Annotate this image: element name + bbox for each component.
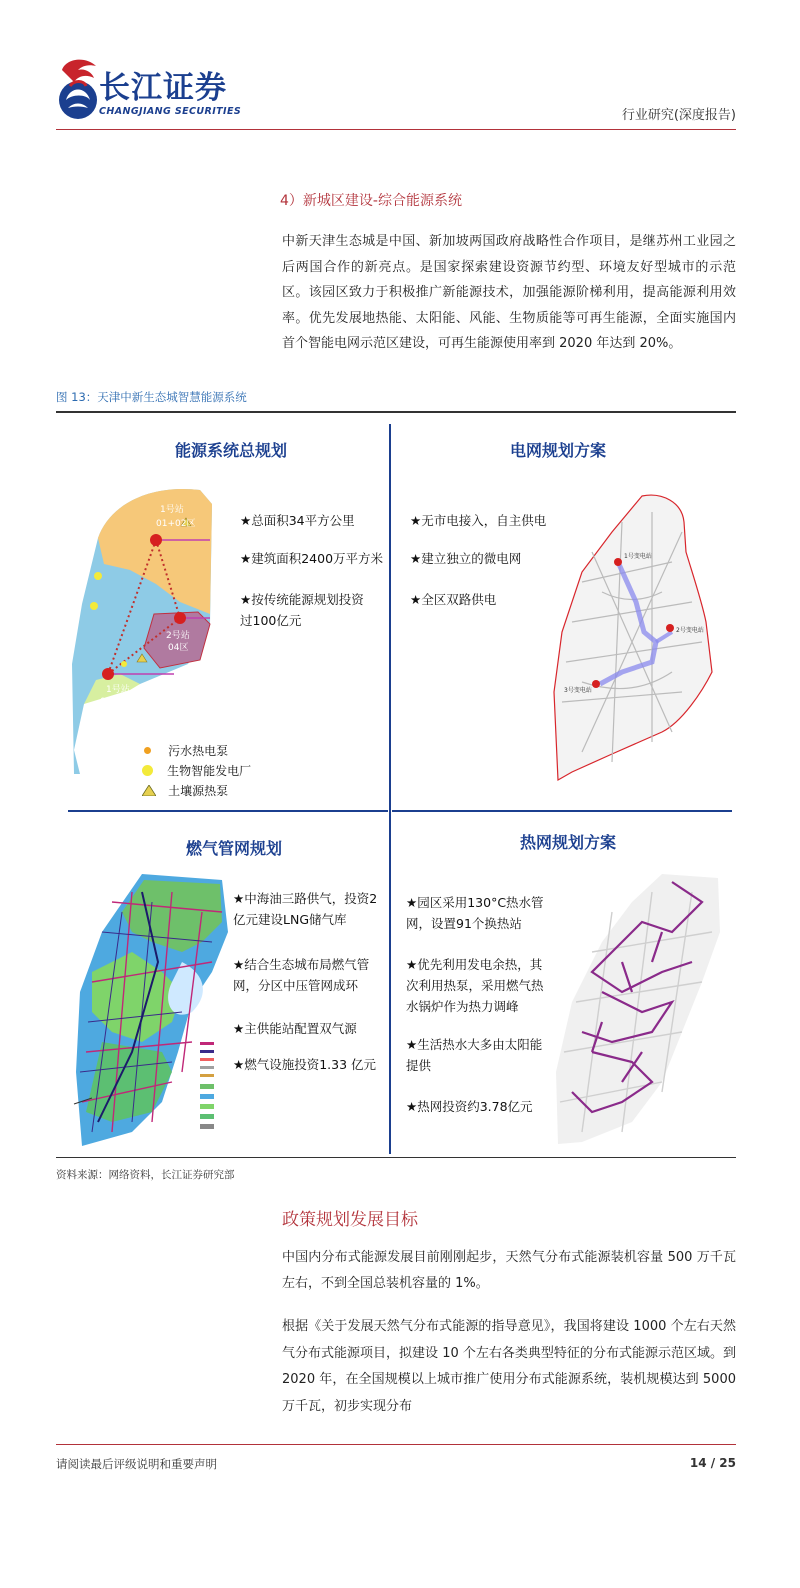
panel-title-grid: 电网规划方案 bbox=[510, 441, 607, 460]
orange-dot-icon bbox=[144, 747, 151, 754]
page-number: 14 / 25 bbox=[689, 1456, 736, 1470]
grid-bullet: ★建立独立的微电网 bbox=[410, 551, 522, 566]
heat-bullet: ★生活热水大多由太阳能提供 bbox=[406, 1037, 543, 1073]
triangle-icon bbox=[142, 785, 156, 796]
figure-top-rule bbox=[56, 411, 736, 413]
figure-source: 资料来源：网络资料，长江证券研究部 bbox=[56, 1169, 235, 1181]
map-label-station-2: 2号站 bbox=[166, 631, 190, 641]
yellow-dot-icon bbox=[142, 765, 153, 776]
figure-horizontal-divider-left bbox=[68, 810, 388, 812]
brand-name-en: CHANGJIANG SECURITIES bbox=[99, 106, 242, 117]
figure-vertical-divider bbox=[389, 424, 391, 1154]
figure-bottom-rule bbox=[56, 1157, 736, 1158]
legend-bio-power-plant bbox=[142, 760, 251, 779]
map-label-station-1: 1号站 bbox=[160, 505, 184, 515]
map-label-zone-03-05: 03+05区 bbox=[100, 697, 140, 707]
energy-bullet: ★总面积34平方公里 bbox=[240, 513, 355, 528]
gas-bullet: ★主供能站配置双气源 bbox=[233, 1021, 357, 1036]
panel-title-gas: 燃气管网规划 bbox=[186, 839, 283, 858]
map-label-zone-04: 04区 bbox=[168, 643, 189, 653]
grid-bullet: ★全区双路供电 bbox=[410, 592, 497, 607]
brand-name-cn: 长江证券 bbox=[99, 70, 227, 106]
policy-paragraph-2: 根据《关于发展天然气分布式能源的指导意见》，我国将建设 1000 个左右天然气分布式能源项目，拟建设 10 个左右各类典型特征的分布式能源示范区域。到 2020 年，在全国规模以上城市推广使用分布式能源系统，装机规模达到 5000 万千瓦，初步实现分布 bbox=[282, 1319, 736, 1414]
header-divider bbox=[56, 129, 736, 130]
footer-disclaimer: 请阅读最后评级说明和重要声明 bbox=[56, 1457, 217, 1471]
map-label-station-1b: 1号站 bbox=[106, 685, 130, 695]
panel-title-heat: 热网规划方案 bbox=[520, 833, 617, 852]
map-label-zone-01-02: 01+02区 bbox=[156, 519, 196, 529]
panel-title-energy: 能源系统总规划 bbox=[175, 441, 288, 460]
heat-bullet: ★园区采用130°C热水管网，设置91个换热站 bbox=[406, 895, 544, 931]
gas-bullet: ★燃气设施投资1.33 亿元 bbox=[233, 1057, 377, 1072]
energy-bullet: ★建筑面积2400万平方米 bbox=[240, 551, 384, 566]
dragon-emblem-icon bbox=[56, 56, 100, 124]
report-type: 行业研究(深度报告) bbox=[621, 108, 736, 123]
grid-bullet: ★无市电接入，自主供电 bbox=[410, 513, 547, 528]
map-label-substation-1: 1号变电站 bbox=[624, 553, 652, 560]
gas-bullet: ★中海油三路供气，投资2亿元建设LNG储气库 bbox=[233, 891, 378, 927]
policy-paragraph-1: 中国内分布式能源发展目前刚刚起步，天然气分布式能源装机容量 500 万千瓦左右，不到全国总装机容量的 1%。 bbox=[282, 1250, 736, 1291]
gas-bullet: ★结合生态城布局燃气管网，分区中压管网成环 bbox=[233, 957, 370, 993]
figure-horizontal-divider-right bbox=[392, 810, 732, 812]
heating-network-map bbox=[552, 872, 724, 1148]
heat-bullet: ★优先利用发电余热，其次利用热泵，采用燃气热水锅炉作为热力调峰 bbox=[406, 957, 544, 1014]
figure-caption: 图 13：天津中新生态城智慧能源系统 bbox=[56, 390, 247, 404]
energy-zone-map bbox=[70, 484, 220, 774]
section-heading: 4）新城区建设-综合能源系统 bbox=[280, 193, 462, 209]
legend-label: 污水热电泵 bbox=[168, 744, 229, 758]
section-heading-policy: 政策规划发展目标 bbox=[282, 1210, 418, 1230]
power-grid-map bbox=[552, 492, 722, 782]
heat-bullet: ★热网投资约3.78亿元 bbox=[406, 1099, 533, 1114]
gas-map-legend-swatches bbox=[198, 1040, 222, 1136]
legend-label: 土壤源热泵 bbox=[168, 784, 229, 798]
footer-divider bbox=[56, 1444, 736, 1445]
legend-sewage-heat-pump bbox=[144, 740, 228, 759]
legend-label: 生物智能发电厂 bbox=[167, 764, 252, 778]
legend-ground-source-heat-pump bbox=[142, 780, 228, 799]
map-label-substation-2: 2号变电站 bbox=[676, 627, 704, 634]
section-paragraph: 中新天津生态城是中国、新加坡两国政府战略性合作项目，是继苏州工业园之后两国合作的新亮点。是国家探索建设资源节约型、环境友好型城市的示范区。该园区致力于积极推广新能源技术，加强能源阶梯利用，提高能源利用效率。优先发展地热能、太阳能、风能、生物质能等可再生能源，全面实施国内首个智能电网示范区建设，可再生能源使用率到 2020 年达到 20%。 bbox=[282, 234, 736, 352]
map-label-substation-3: 3号变电站 bbox=[564, 687, 592, 694]
energy-bullet: ★按传统能源规划投资过100亿元 bbox=[240, 592, 364, 628]
